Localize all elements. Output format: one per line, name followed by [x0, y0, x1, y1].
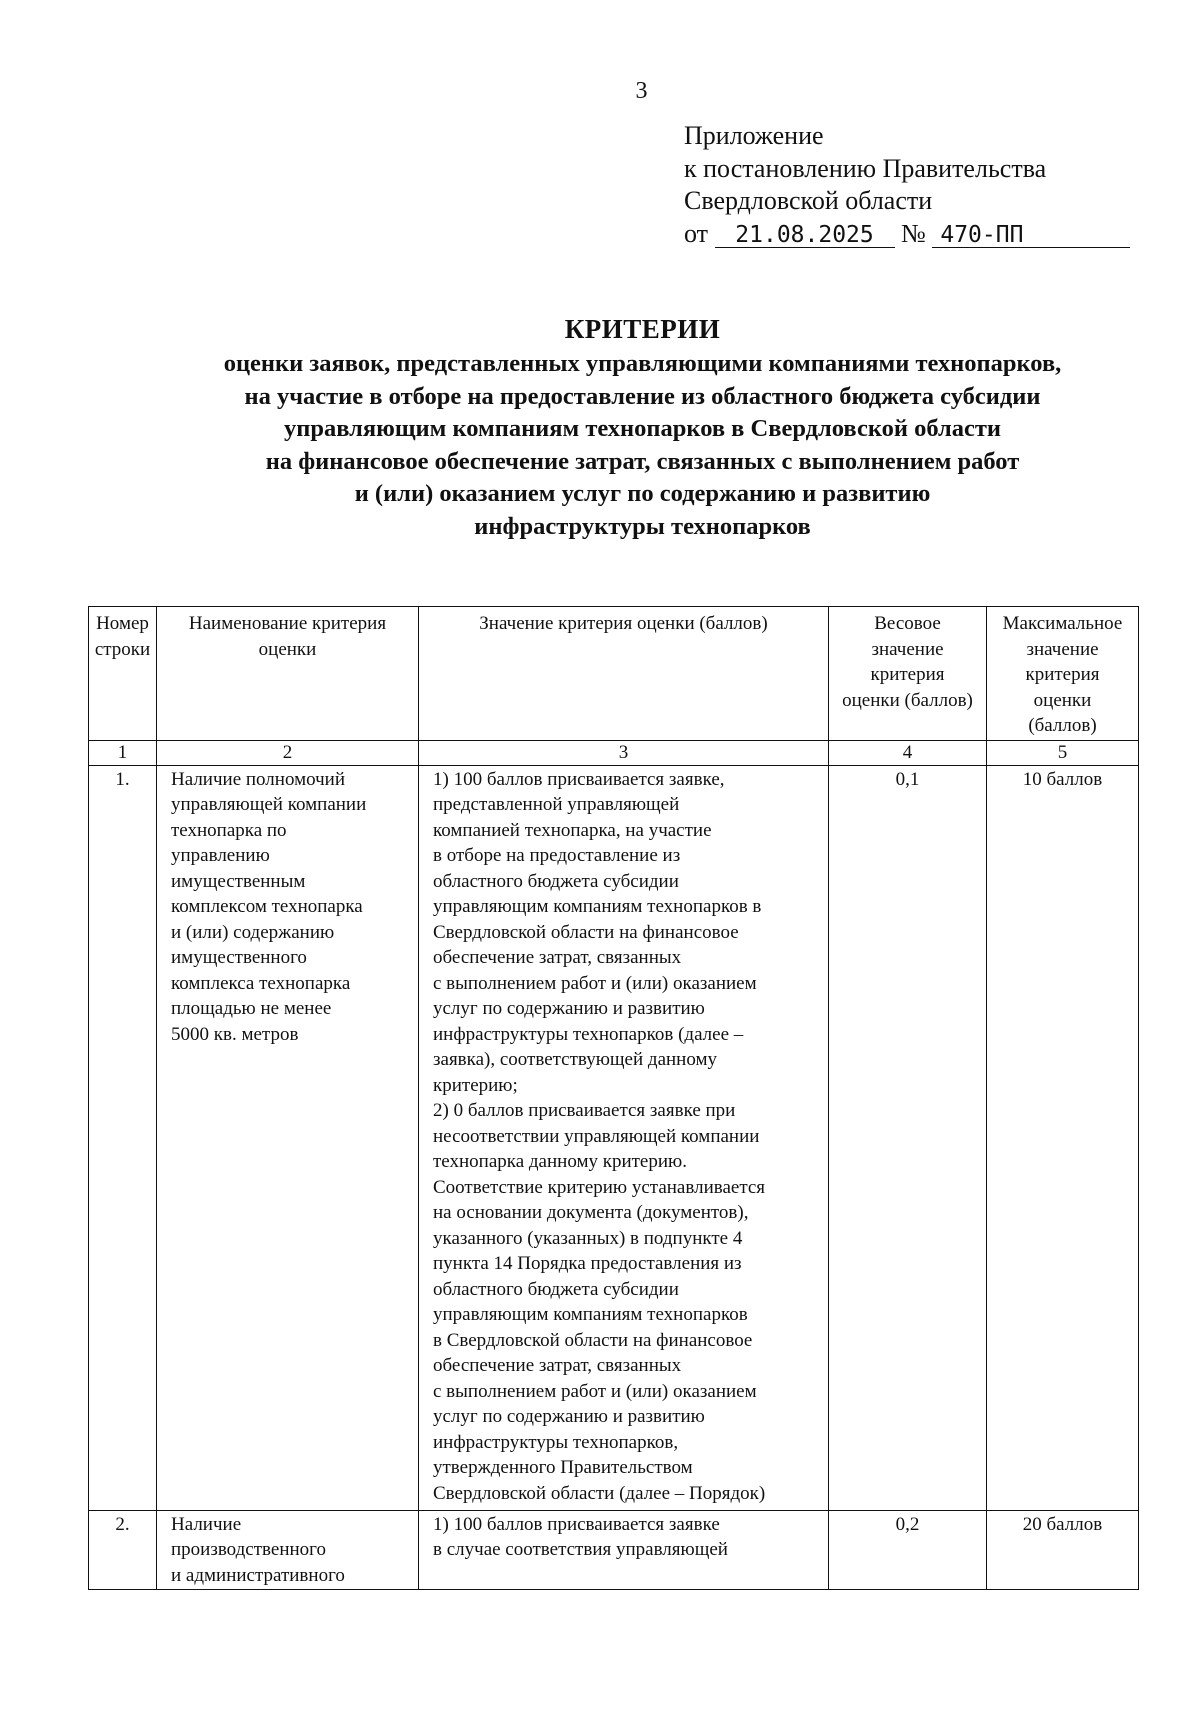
header-text: оценки (баллов): [842, 689, 973, 711]
header-text: Максимальное: [1002, 613, 1123, 634]
criterion-value-line: обеспечение затрат, связанных: [433, 1355, 682, 1376]
criterion-value-line: критерию;: [433, 1074, 518, 1096]
document-title: КРИТЕРИИ: [564, 314, 721, 344]
criterion-value-line: Соответствие критерию устанавливается: [433, 1176, 766, 1198]
header-criterion-name: [157, 607, 419, 741]
criterion-value-line: представленной управляющей: [433, 794, 680, 815]
header-max-value: [987, 607, 1139, 741]
criterion-name-line: и административного: [171, 1564, 345, 1586]
subtitle-line: на финансовое обеспечение затрат, связанных с выполнением работ: [265, 447, 1020, 475]
criterion-value-line: 1) 100 баллов присваивается заявке: [433, 1513, 720, 1535]
appendix-line-1: Приложение: [684, 121, 824, 150]
criterion-value-line: на основании документа (документов),: [433, 1202, 749, 1223]
row-number: 1.: [89, 765, 157, 1510]
appendix-line-3: Свердловской области: [684, 186, 933, 215]
table-row: [89, 1510, 1139, 1590]
criterion-value-line: Свердловской области (далее – Порядок): [433, 1482, 766, 1504]
subtitle-line: и (или) оказанием услуг по содержанию и развитию: [354, 480, 931, 507]
criterion-value-line: технопарка данному критерию.: [433, 1151, 687, 1172]
criterion-value-line: областного бюджета субсидии: [433, 870, 679, 892]
column-number: 3: [419, 740, 829, 765]
subtitle-line: оценки заявок, представленных управляющими компаниями технопарков,: [223, 350, 1062, 377]
header-weight: [829, 607, 987, 741]
criterion-value-line: 2) 0 баллов присваивается заявке при: [433, 1100, 736, 1121]
criterion-max: 10 баллов: [987, 765, 1139, 1510]
appendix-date-line: [684, 219, 1130, 248]
criterion-value-line: услуг по содержанию и развитию: [433, 998, 705, 1019]
criterion-value-line: в отборе на предоставление из: [433, 845, 681, 866]
header-text: оценки: [258, 638, 317, 660]
criterion-value-line: в случае соответствия управляющей: [433, 1539, 728, 1560]
document-number: 470-ПП: [932, 223, 1130, 248]
criterion-name-line: комплексом технопарка: [171, 896, 363, 917]
header-text: критерия: [1025, 664, 1100, 685]
header-text: (баллов): [1028, 715, 1097, 736]
row-number: 2.: [89, 1510, 157, 1590]
criterion-value-line: областного бюджета субсидии: [433, 1278, 679, 1300]
criterion-name-line: комплекса технопарка: [171, 972, 351, 994]
criterion-value-line: указанного (указанных) в подпункте 4: [433, 1227, 743, 1249]
header-text: строки: [94, 638, 151, 660]
criterion-name-line: 5000 кв. метров: [171, 1023, 299, 1045]
document-subtitle: [100, 348, 1185, 543]
criterion-value-line: компанией технопарка, на участие: [433, 819, 712, 841]
header-text: Весовое: [874, 613, 941, 634]
criterion-value-line: в Свердловской области на финансовое: [433, 1329, 753, 1351]
criterion-value: [419, 765, 829, 1510]
criterion-value-line: заявка), соответствующей данному: [433, 1049, 717, 1070]
subtitle-line: на участие в отборе на предоставление из областного бюджета субсидии: [244, 382, 1041, 410]
document-heading: [100, 312, 1185, 543]
table-header-row: [89, 607, 1139, 741]
criterion-value-line: пункта 14 Порядка предоставления из: [433, 1253, 742, 1274]
criterion-value-line: услуг по содержанию и развитию: [433, 1406, 705, 1427]
column-number: 5: [987, 740, 1139, 765]
date-prefix: от: [684, 218, 709, 248]
criterion-name-line: и (или) содержанию: [171, 921, 335, 943]
criterion-value-line: утвержденного Правительством: [433, 1457, 693, 1478]
criterion-value-line: несоответствии управляющей компании: [433, 1125, 760, 1147]
criterion-value-line: Свердловской области на финансовое: [433, 921, 739, 943]
header-text: критерия: [870, 664, 945, 685]
header-text: значение: [871, 638, 944, 660]
criterion-value-line: 1) 100 баллов присваивается заявке,: [433, 768, 725, 790]
criterion-name-line: производственного: [171, 1539, 326, 1560]
criterion-value-line: управляющим компаниям технопарков: [433, 1304, 748, 1325]
number-prefix: №: [901, 218, 926, 248]
criterion-value-line: обеспечение затрат, связанных: [433, 947, 682, 968]
criterion-name-line: управляющей компании: [171, 794, 367, 815]
subtitle-line: управляющим компаниям технопарков в Свердловской области: [283, 415, 1002, 442]
column-number-row: [89, 740, 1139, 765]
criterion-name-line: имущественным: [171, 870, 306, 892]
appendix-line-2: к постановлению Правительства: [684, 153, 1047, 183]
criterion-max: 20 баллов: [987, 1510, 1139, 1590]
header-row-number: [89, 607, 157, 741]
criterion-name-line: технопарка по: [171, 819, 287, 841]
subtitle-line: инфраструктуры технопарков: [474, 512, 811, 540]
date-value: 21.08.2025: [715, 223, 895, 248]
criterion-name-line: Наличие полномочий: [171, 768, 346, 790]
column-number: 1: [89, 740, 157, 765]
criterion-weight: 0,2: [829, 1510, 987, 1590]
header-text: Наименование критерия: [188, 613, 387, 634]
criterion-name-line: площадью не менее: [171, 998, 332, 1019]
criterion-value-line: с выполнением работ и (или) оказанием: [433, 972, 757, 994]
table-row: [89, 765, 1139, 1510]
header-text: оценки: [1033, 689, 1092, 711]
header-text: значение: [1026, 638, 1099, 660]
header-text: Значение критерия оценки (баллов): [479, 613, 768, 634]
criterion-name-line: имущественного: [171, 947, 307, 968]
criterion-value-line: инфраструктуры технопарков (далее –: [433, 1023, 744, 1045]
criterion-name: [157, 1510, 419, 1590]
page-number: 3: [635, 78, 648, 104]
criterion-value-line: с выполнением работ и (или) оказанием: [433, 1380, 757, 1402]
criterion-value-line: инфраструктуры технопарков,: [433, 1431, 679, 1453]
criterion-name: [157, 765, 419, 1510]
criterion-value: [419, 1510, 829, 1590]
appendix-block: [684, 120, 1144, 250]
criterion-name-line: Наличие: [171, 1513, 242, 1535]
criteria-table: [88, 606, 1139, 1590]
header-text: Номер: [96, 613, 149, 634]
column-number: 4: [829, 740, 987, 765]
criterion-value-line: управляющим компаниям технопарков в: [433, 896, 762, 917]
criterion-name-line: управлению: [171, 845, 270, 866]
criterion-weight: 0,1: [829, 765, 987, 1510]
column-number: 2: [157, 740, 419, 765]
header-criterion-value: [419, 607, 829, 741]
